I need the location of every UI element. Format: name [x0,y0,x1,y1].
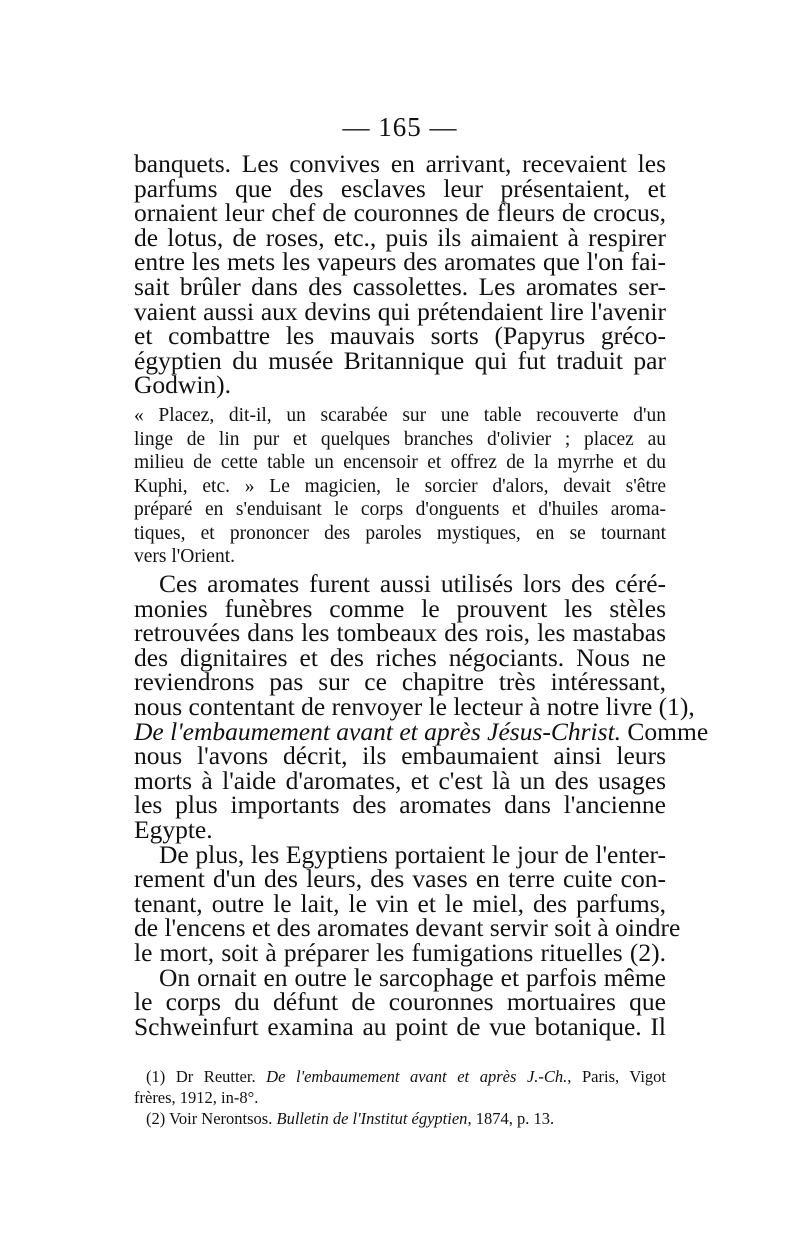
footnote-text: (1) Dr Reutter. [146,1067,267,1086]
text-line: entre les mets les vapeurs des aromates que l'on fai- [134,247,666,277]
text-line: banquets. Les convives en arrivant, recevaient les [134,149,666,178]
text-fragment: Comme [621,716,709,746]
text-line: le corps du défunt de couronnes mortuaires que [134,987,666,1017]
text-line: des dignitaires et des riches négociants. Nous ne [134,642,666,672]
footnote-text: , 1874, p. 13. [467,1109,555,1128]
text-line: retrouvées dans les tombeaux des rois, les mastabas [134,618,666,648]
quote-line: linge de lin pur et quelques branches d'olivier ; placez au [134,428,666,450]
book-title: De l'embaumement avant et après Jésus-Christ. [134,716,622,746]
paragraph-1 [134,149,666,400]
text-line: monies funèbres comme le prouvent les stèles [134,593,666,623]
text-line: reviendrons pas sur ce chapitre très intéressant, [134,667,666,697]
text-line: sait brûler dans des cassolettes. Les aromates ser- [134,271,666,301]
text-line: On ornait en outre le sarcophage et parfois même [159,962,666,992]
text-line: Schweinfurt examina au point de vue botanique. Il [134,1011,666,1041]
quote-line: milieu de cette table un encensoir et offrez de la myrrhe et du [134,452,666,473]
footnote-1-continued: frères, 1912, in-8°. [134,1088,259,1107]
text-line: tenant, outre le lait, le vin et le miel, des parfums, [134,888,666,918]
footnote-text: , Paris, Vigot [567,1067,666,1086]
text-line: et combattre les mauvais sorts (Papyrus gréco- [134,321,666,351]
text-line: morts à l'aide d'aromates, et c'est là un des usages [134,765,666,795]
text-line: de lotus, de roses, etc., puis ils aimaient à respirer [134,222,666,252]
text-line: égyptien du musée Britannique qui fut traduit par [134,345,666,375]
footnote-2 [134,1108,666,1129]
text-line: le mort, soit à préparer les fumigations rituelles (2). [134,937,666,967]
quote-line: tiques, et prononcer des paroles mystiques, en se tournant [134,522,666,544]
quotation-block [134,404,666,569]
text-line: les plus importants des aromates dans l'ancienne [134,790,666,820]
quote-line: Kuphi, etc. » Le magicien, le sorcier d'alors, devait s'être [134,475,666,497]
text-line: parfums que des esclaves leur présentaient, et [134,173,666,203]
footnotes [134,1066,666,1129]
page-number: — 165 — [342,112,458,142]
text-line: nous contentant de renvoyer le lecteur à notre livre (1), [134,691,695,721]
quote-line: préparé en s'enduisant le corps d'onguents et d'huiles aroma- [134,499,666,520]
text-line: de l'encens et des aromates devant servir soit à oindre [134,913,681,943]
footnote-title: Bulletin de l'Institut égyptien [276,1109,468,1128]
quote-line: « Placez, dit-il, un scarabée sur une table recouverte d'un [134,405,666,426]
footnote-1 [134,1066,666,1087]
text-line: Egypte. [134,814,213,844]
quote-line: vers l'Orient. [134,546,235,567]
footnote-title: De l'embaumement avant et après J.-Ch. [266,1067,568,1086]
footnote-text: (2) Voir Nerontsos. [146,1109,277,1128]
text-line: nous l'avons décrit, ils embaumaient ainsi leurs [134,741,666,771]
paragraph-2 [134,569,709,1041]
text-line: vaient aussi aux devins qui prétendaient lire l'avenir [134,296,666,326]
text-line: rement d'un des leurs, des vases en terre cuite con- [134,864,666,894]
text-line: Ces aromates furent aussi utilisés lors des céré- [159,569,666,598]
text-line: Godwin). [134,370,232,400]
text-line: De plus, les Egyptiens portaient le jour de l'enter- [159,839,666,869]
text-line: ornaient leur chef de couronnes de fleurs de crocus, [134,198,666,228]
